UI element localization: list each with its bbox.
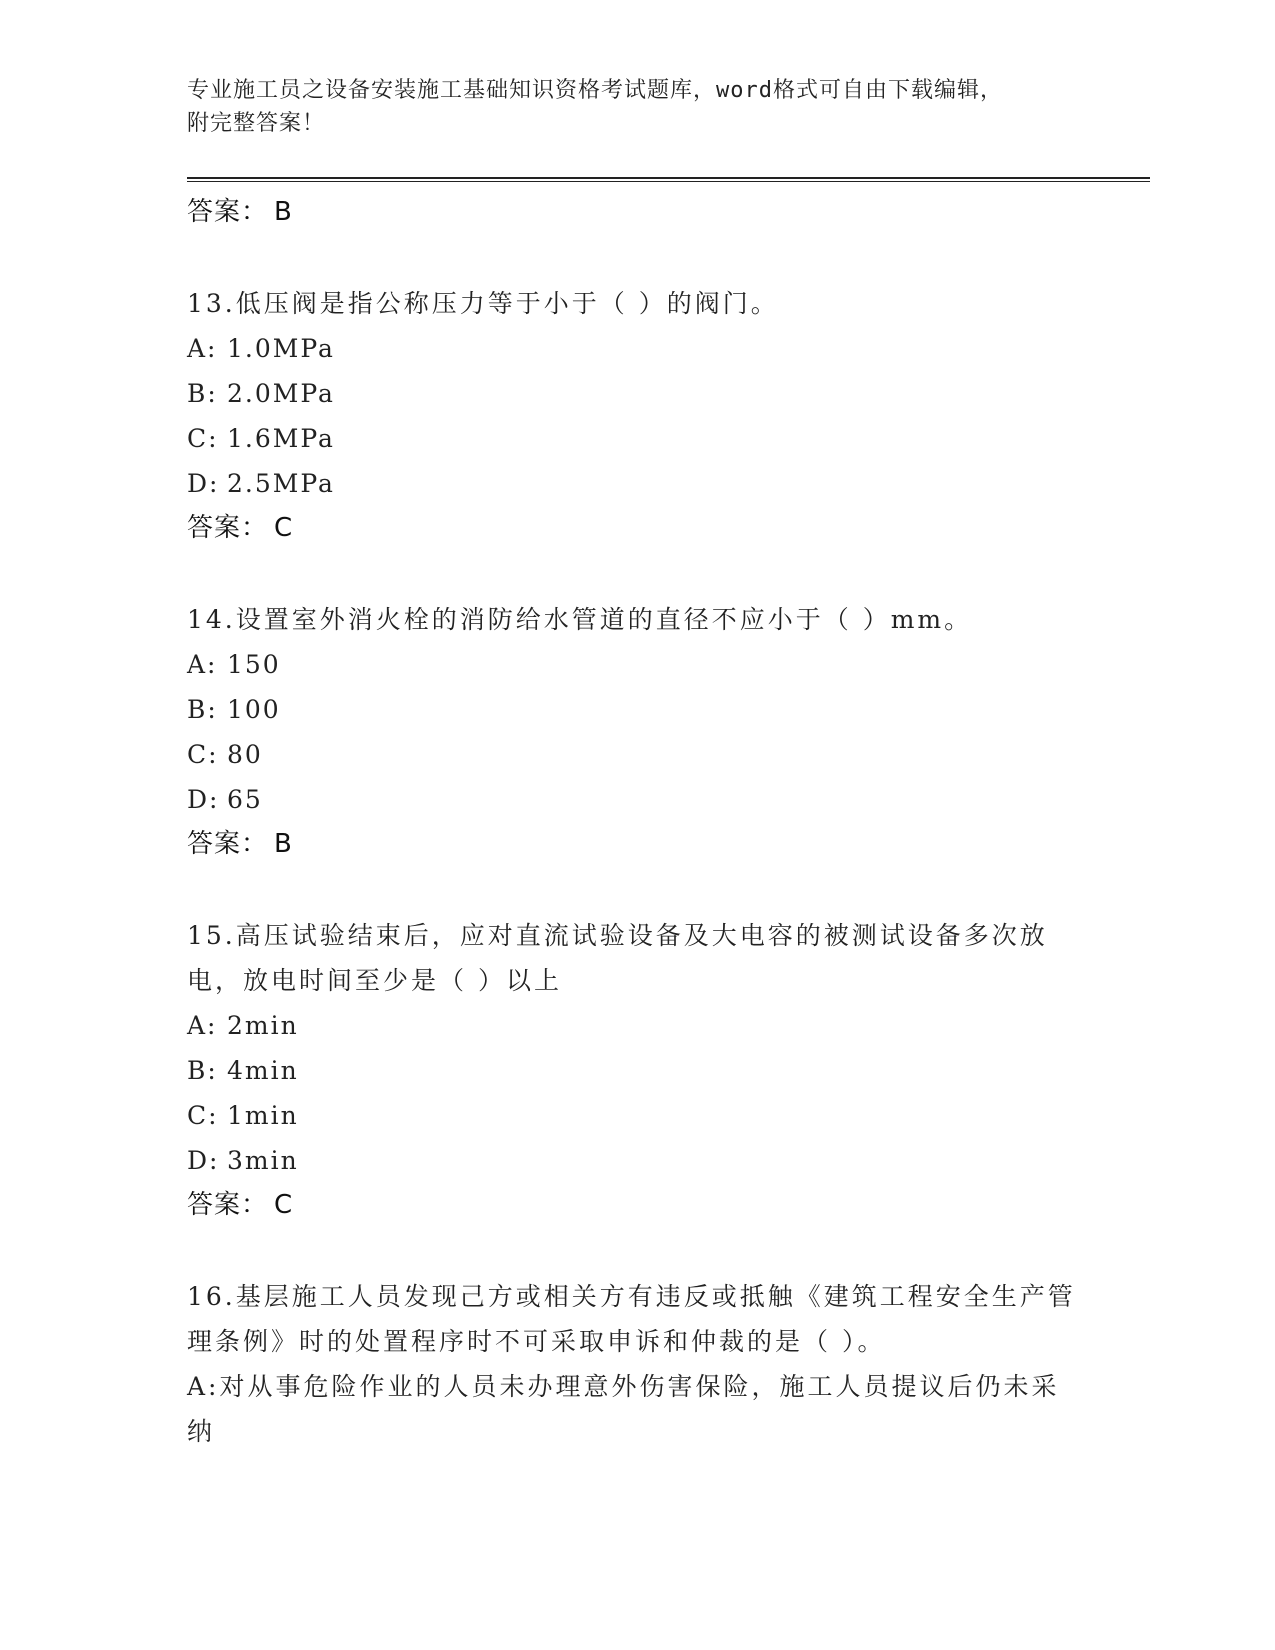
option-c — [187, 732, 1077, 777]
answer-value: C — [274, 513, 294, 543]
answer-label: 答案： — [187, 829, 269, 859]
page-header — [187, 74, 1067, 140]
option-d — [187, 1138, 1077, 1183]
question-text — [187, 281, 1077, 326]
option-key: A: — [187, 1011, 218, 1040]
option-text: 100 — [227, 695, 281, 724]
option-c — [187, 416, 1077, 461]
option-a — [187, 1364, 1077, 1454]
option-key: D: — [187, 1146, 220, 1175]
question-block-16 — [187, 1274, 1077, 1454]
question-text — [187, 1274, 1077, 1364]
option-key: B: — [187, 695, 218, 724]
option-text: 65 — [227, 785, 263, 814]
question-stem: 设置室外消火栓的消防给水管道的直径不应小于（ ）mm。 — [235, 605, 973, 634]
option-text: 1min — [227, 1101, 299, 1130]
option-a — [187, 642, 1077, 687]
option-text: 3min — [227, 1146, 299, 1175]
option-text: 150 — [227, 650, 281, 679]
option-key: D: — [187, 469, 220, 498]
question-number: 14. — [187, 605, 236, 634]
answer-line — [187, 190, 1077, 235]
option-a — [187, 326, 1077, 371]
answer-line — [187, 1183, 1077, 1228]
option-text: 2min — [227, 1011, 299, 1040]
option-key: B: — [187, 379, 218, 408]
header-rule-thick — [187, 177, 1150, 179]
option-key: A: — [187, 1372, 220, 1401]
answer-label: 答案： — [187, 197, 269, 227]
option-text: 2.0MPa — [227, 379, 335, 408]
option-key: B: — [187, 1056, 218, 1085]
option-text: 2.5MPa — [227, 469, 335, 498]
option-d — [187, 461, 1077, 506]
option-d — [187, 777, 1077, 822]
question-stem: 基层施工人员发现己方或相关方有违反或抵触《建筑工程安全生产管理条例》时的处置程序时不可采取申诉和仲裁的是（ ）。 — [187, 1282, 1076, 1356]
question-block-13 — [187, 281, 1077, 551]
answer-value: B — [274, 829, 293, 859]
option-text: 对从事危险作业的人员未办理意外伤害保险，施工人员提议后仍未采纳 — [187, 1372, 1060, 1446]
option-a — [187, 1003, 1077, 1048]
option-b — [187, 371, 1077, 416]
option-b — [187, 1048, 1077, 1093]
option-key: C: — [187, 740, 219, 769]
option-text: 4min — [227, 1056, 299, 1085]
question-list — [187, 190, 1077, 1454]
option-key: D: — [187, 785, 220, 814]
question-stem: 高压试验结束后，应对直流试验设备及大电容的被测试设备多次放电，放电时间至少是（ ）以上 — [187, 921, 1048, 995]
answer-line — [187, 506, 1077, 551]
option-text: 1.6MPa — [227, 424, 335, 453]
question-block-14 — [187, 597, 1077, 867]
answer-label: 答案： — [187, 1190, 269, 1220]
option-c — [187, 1093, 1077, 1138]
header-line-1: 专业施工员之设备安装施工基础知识资格考试题库，word格式可自由下载编辑， — [187, 78, 1003, 103]
option-key: C: — [187, 1101, 219, 1130]
question-text — [187, 597, 1077, 642]
option-text: 1.0MPa — [227, 334, 335, 363]
header-rule-thin — [187, 181, 1150, 182]
option-text: 80 — [227, 740, 263, 769]
question-stem: 低压阀是指公称压力等于小于（ ）的阀门。 — [235, 289, 779, 318]
question-number: 16. — [187, 1282, 236, 1311]
question-number: 15. — [187, 921, 236, 950]
answer-value: C — [274, 1190, 294, 1220]
answer-line — [187, 822, 1077, 867]
option-b — [187, 687, 1077, 732]
header-line-2: 附完整答案！ — [187, 111, 326, 136]
option-key: A: — [187, 334, 218, 363]
answer-label: 答案： — [187, 513, 269, 543]
question-block-15 — [187, 913, 1077, 1228]
option-key: C: — [187, 424, 219, 453]
option-key: A: — [187, 650, 218, 679]
question-text — [187, 913, 1077, 1003]
question-number: 13. — [187, 289, 236, 318]
answer-value: B — [274, 197, 293, 227]
